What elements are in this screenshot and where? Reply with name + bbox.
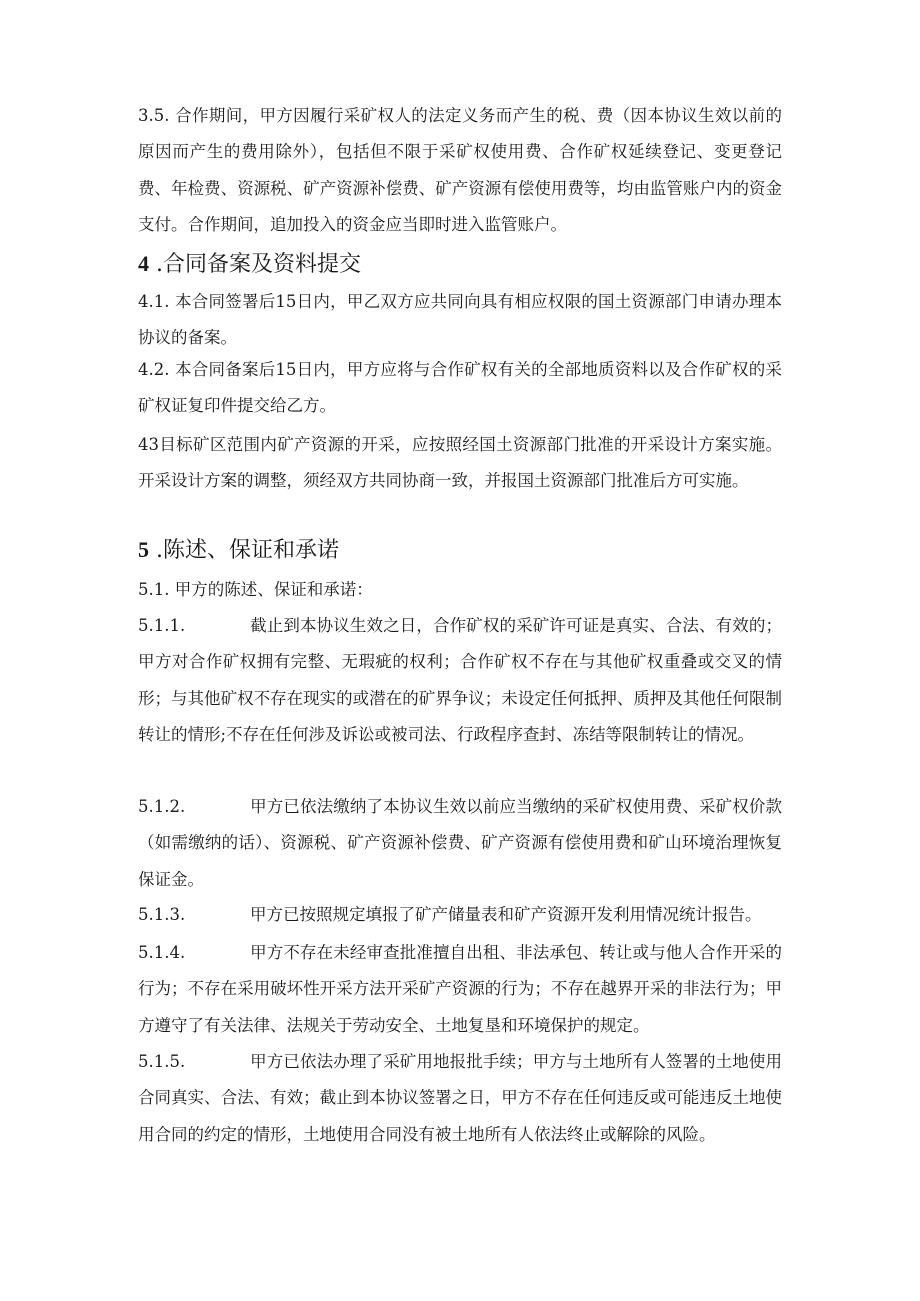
clause-5-1-1 <box>138 608 782 753</box>
section-4-number: 4 <box>138 251 149 276</box>
clause-5-1-5 <box>138 1044 782 1153</box>
clause-4-3: 43目标矿区范围内矿产资源的开采，应按照经国土资源部门批准的开采设计方案实施。开采设计方案的调整，须经双方共同协商一致，并报国土资源部门批准后方可实施。 <box>138 435 782 491</box>
clause-5-1-3-number: 5.1.3. <box>138 905 186 924</box>
clause-5-1-5-number: 5.1.5. <box>138 1052 186 1071</box>
clause-5-1-2 <box>138 789 782 898</box>
clause-5-1-4 <box>138 935 782 1044</box>
section-5-heading <box>138 535 339 566</box>
clause-5-1: 5.1. 甲方的陈述、保证和承诺： <box>138 580 373 599</box>
clause-5-1-2-text: 甲方已依法缴纳了本协议生效以前应当缴纳的采矿权使用费、采矿权价款（如需缴纳的话）、资源税、矿产资源补偿费、矿产资源有偿使用费和矿山环境治理恢复保证金。 <box>138 797 782 889</box>
clause-4-2: 4.2. 本合同备案后15日内，甲方应将与合作矿权有关的全部地质资料以及合作矿权的采矿权证复印件提交给乙方。 <box>138 360 782 416</box>
section-5-title: .陈述、保证和承诺 <box>156 538 339 563</box>
clause-5-1-1-text: 截止到本协议生效之日，合作矿权的采矿许可证是真实、合法、有效的；甲方对合作矿权拥有完整、无瑕疵的权利；合作矿权不存在与其他矿权重叠或交叉的情形；与其他矿权不存在现实的或潜在的矿界争议；未设定任何抵押、质押及其他任何限制转让的情形;不存在任何涉及诉讼或被司法、行政程序查封、冻结等限制转让的情况。 <box>138 616 782 744</box>
clause-3-5: 3.5. 合作期间，甲方因履行采矿权人的法定义务而产生的税、费（因本协议生效以前的原因而产生的费用除外），包括但不限于采矿权使用费、合作矿权延续登记、变更登记费、年检费、资源税、矿产资源补偿费、矿产资源有偿使用费等，均由监管账户内的资金支付。合作期间，追加投入的资金应当即时进入监管账户。 <box>138 106 782 234</box>
section-4-heading <box>138 249 361 280</box>
clause-4-1: 4.1. 本合同签署后15日内，甲乙双方应共同向具有相应权限的国土资源部门申请办理本协议的备案。 <box>138 292 782 348</box>
section-5-number: 5 <box>138 537 149 562</box>
clause-5-1-5-text: 甲方已依法办理了采矿用地报批手续；甲方与土地所有人签署的土地使用合同真实、合法、有效；截止到本协议签署之日，甲方不存在任何违反或可能违反土地使用合同的约定的情形，土地使用合同没有被土地所有人依法终止或解除的风险。 <box>138 1052 782 1144</box>
clause-5-1-3 <box>138 897 782 933</box>
clause-5-1-4-text: 甲方不存在未经审查批准擅自出租、非法承包、转让或与他人合作开采的行为；不存在采用破坏性开采方法开采矿产资源的行为；不存在越界开采的非法行为；甲方遵守了有关法律、法规关于劳动安全、土地复垦和环境保护的规定。 <box>138 943 782 1035</box>
clause-5-1-3-text: 甲方已按照规定填报了矿产储量表和矿产资源开发利用情况统计报告。 <box>250 905 762 924</box>
clause-5-1-1-number: 5.1.1. <box>138 616 186 635</box>
clause-5-1-2-number: 5.1.2. <box>138 797 186 816</box>
clause-5-1-4-number: 5.1.4. <box>138 943 186 962</box>
section-4-title: .合同备案及资料提交 <box>156 252 361 277</box>
